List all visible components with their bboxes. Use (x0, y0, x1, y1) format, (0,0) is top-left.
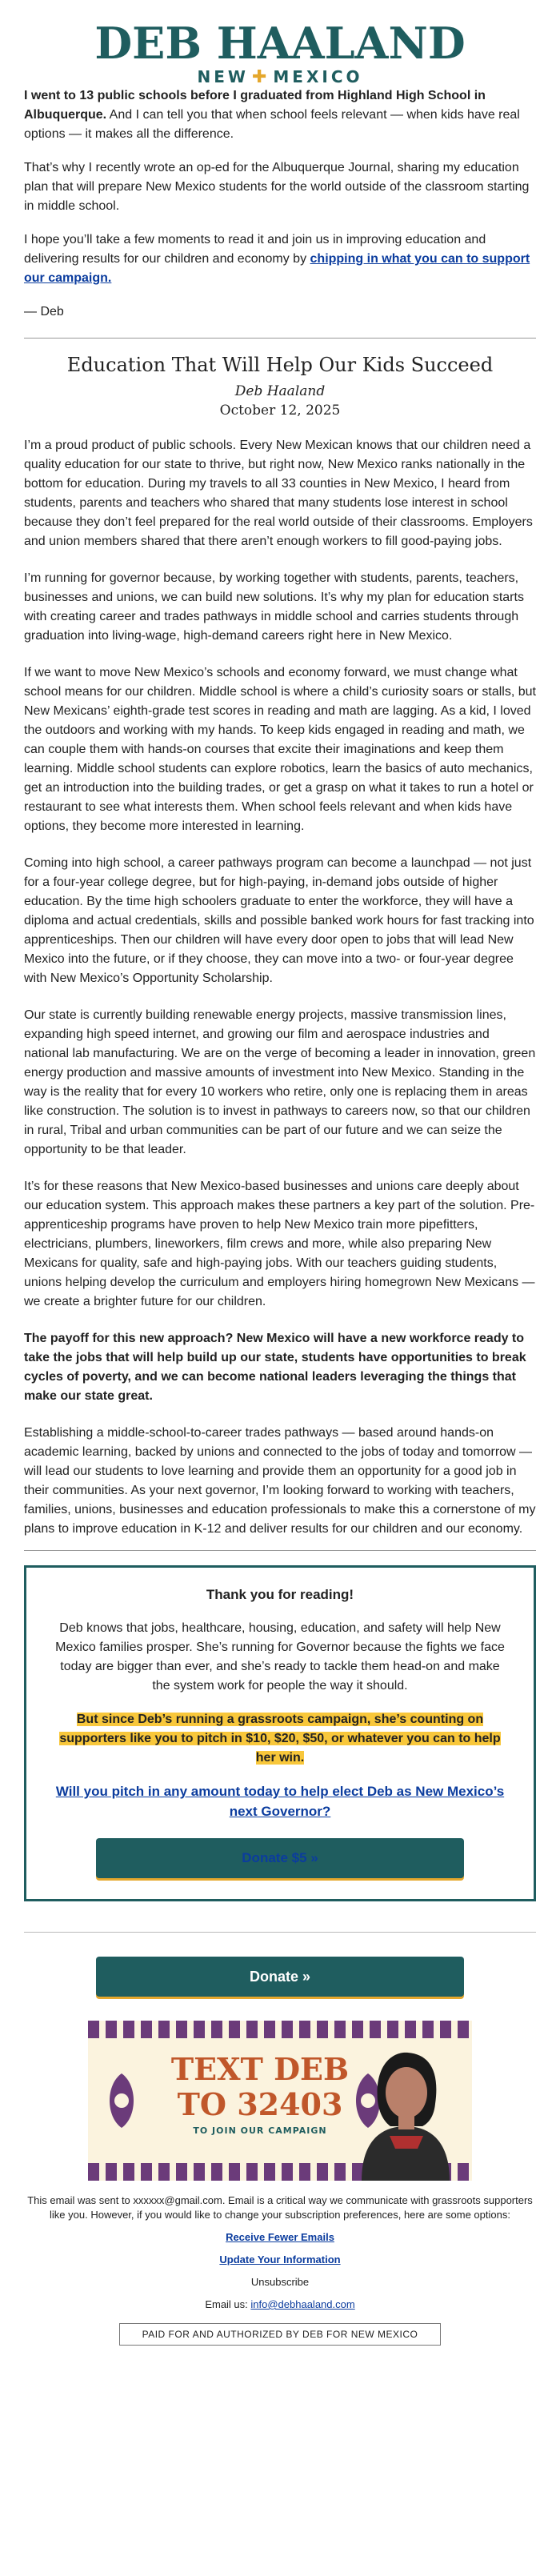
signoff: — Deb (24, 305, 64, 318)
article-paragraph: Our state is currently building renewable energy projects, massive transmission lines, expanding high speed internet, and growing our film and aerospace industries and national lab manufacturing. We are on the verge of becoming a leader in innovation, green energy production and massive amounts of investment into New Mexico. Standing in the way is the reality that for every 10 workers who retire, only one is replacing them in areas like construction. The solution is to invest in pathways to careers now, so that our children in rural, Tribal and urban communities can be part of our future and we can seize the opportunity to be that leader. (24, 1008, 536, 1156)
intro-paragraph-1 (24, 86, 536, 144)
logo-state (24, 67, 536, 87)
sms-line-1: TEXT DEB (170, 2051, 350, 2087)
chip-in-link[interactable]: chipping in what you can to support our campaign. (24, 252, 530, 285)
article-title: Education That Will Help Our Kids Succeed (66, 354, 494, 376)
sms-line-3: TO JOIN OUR CAMPAIGN (193, 2125, 327, 2136)
unsubscribe-link[interactable]: Unsubscribe (250, 2276, 310, 2288)
contact-email-row (24, 2298, 536, 2312)
donate-button[interactable]: Donate » (96, 1957, 464, 1997)
contact-email-link[interactable]: info@debhaaland.com (250, 2298, 355, 2310)
donation-callout-box (24, 1565, 536, 1901)
article-paragraph: Coming into high school, a career pathways program can become a launchpad — not just for a four-year college degree, but for high-paying, in-demand jobs outside of higher education. By the time high schoolers graduate to enter the workforce, they will have a diploma and actual credentials, skills and possible banked work hours for fast tracking into apprenticeships. Then our children will have every door open to jobs that will lead New Mexico into the future, or if they choose, they can move into a two- or four-year degree with New Mexico’s Opportunity Scholarship. (24, 856, 534, 985)
donate-5-button[interactable]: Donate $5 » (96, 1838, 464, 1878)
candidate-portrait (346, 2037, 466, 2181)
banner-border-top (88, 2021, 472, 2038)
divider (24, 1932, 536, 1933)
divider (24, 338, 536, 339)
intro-paragraph-2: That’s why I recently wrote an op-ed for the Albuquerque Journal, sharing my education plan that will prepare New Mexico students for the world outside of the classroom starting in middle school. (24, 161, 530, 213)
intro-p1-rest: And I can tell you that when school feels relevant — when kids have real options — it makes all the difference. (24, 108, 520, 141)
email-footer (24, 2193, 536, 2346)
intro-letter (24, 86, 536, 322)
update-info-link[interactable]: Update Your Information (219, 2253, 341, 2266)
article-paragraph: I’m a proud product of public schools. Every New Mexican knows that our children need a quality education for our state to thrive, but right now, New Mexico ranks nationally in the bottom for education. During my travels to all 33 counties in New Mexico, I heard from students, parents and teachers who shared that many students lose interest in school because they don’t feel prepared for the real world outside of their classrooms. Employers and union members shared that there aren’t enough workers to fill good-paying jobs. (24, 439, 533, 548)
op-ed-article (24, 353, 536, 1539)
ornament-icon (98, 2069, 146, 2133)
logo-state-right: MEXICO (273, 67, 363, 86)
sms-callout (168, 2051, 352, 2136)
article-paragraph: I’m running for governor because, by working together with students, parents, teachers, businesses and unions, we can build new solutions. It’s why my plan for education starts with creating career and trades pathways in middle school and carries students through graduation into living-wage, high-demand careers right here in New Mexico. (24, 571, 524, 643)
footer-link-row (24, 2275, 536, 2290)
callout-paragraph: Deb knows that jobs, healthcare, housing, education, and safety will help New Mexico families prosper. She’s running for Governor because the fights we face today are bigger than ever, and she’s ready to tackle them head-on and make the system work for people the way it should. (55, 1621, 505, 1693)
paid-for-disclaimer: PAID FOR AND AUTHORIZED BY DEB FOR NEW MEXICO (119, 2323, 441, 2346)
article-author: Deb Haaland (234, 383, 326, 399)
article-closing-paragraph: Establishing a middle-school-to-career trades pathways — based around hands-on academic learning, backed by unions and connected to the jobs of today and tomorrow — will lead our students to love learning and provide them an opportunity for a good job in their communities. As your next governor, I’m looking forward to working with teachers, families, unions, businesses and education professionals to make this a cornerstone of my plans to improve education in K-12 and deliver results for our children and our economy. (24, 1426, 536, 1536)
intro-bold-lead: I went to 13 public schools before I graduated from Highland High School in Albuquerque. (24, 89, 486, 122)
callout-heading: Thank you for reading! (206, 1587, 354, 1602)
callout-highlight-paragraph (54, 1710, 506, 1768)
article-bold-paragraph: The payoff for this new approach? New Mexico will have a new workforce ready to take the jobs that will help build up our state, students have opportunities to break cycles of poverty, and we can become national leaders leveraging the things that make our state great. (24, 1332, 526, 1403)
article-paragraph: If we want to move New Mexico’s schools and economy forward, we must change what school means for our children. Middle school is where a child’s curiosity soars or stalls, but New Mexicans’ eighth-grade test scores in reading and math are lagging. As a kid, I loved the outdoors and working with my hands. To keep kids engaged in reading and math, we can couple them with hands-on courses that excite their imaginations and keep them learning. Middle school students can explore robotics, learn the basics of auto mechanics, get an introduction into the building trades, or get a grasp on what it takes to run a hotel or restaurant to see what interests them. When school feels relevant and when kids have options, they become more interested in learning. (24, 666, 536, 833)
receive-fewer-emails-link[interactable]: Receive Fewer Emails (226, 2231, 334, 2243)
sms-line-2: TO 32403 (177, 2086, 343, 2122)
logo-name: DEB HAALAND (94, 18, 466, 69)
email-body (24, 0, 536, 2346)
subscription-notice: This email was sent to xxxxxx@gmail.com. Email is a critical way we communicate with grassroots supporters like you. However, if you would like to change your subscription preferences, here are some options: (27, 2194, 533, 2221)
email-label: Email us: (205, 2298, 251, 2310)
logo-state-left: NEW (197, 67, 249, 86)
zia-sun-icon: ✚ (251, 67, 270, 87)
intro-p3-text: I hope you’ll take a few moments to read it and join us in improving education and delivering results for our children and economy by (24, 233, 486, 266)
footer-link-row (24, 2230, 536, 2245)
footer-link-row (24, 2253, 536, 2267)
callout-highlight: But since Deb’s running a grassroots campaign, she’s counting on supporters like you to pitch in $10, $20, $50, or whatever you can to help her win. (59, 1713, 501, 1765)
divider (24, 1550, 536, 1551)
campaign-logo (24, 0, 536, 86)
pitch-in-link[interactable]: Will you pitch in any amount today to help elect Deb as New Mexico’s next Governor? (55, 1784, 505, 1819)
article-paragraph: It’s for these reasons that New Mexico-based businesses and unions care deeply about our education system. This approach makes these partners a key part of the solution. Pre-apprenticeship programs have proven to help New Mexico train more pipefitters, electricians, plumbers, lineworkers, film crews and more, while also preparing New Mexicans for quality, safe and high-paying jobs. With our teachers guiding students, unions helping develop the curriculum and employers hiring homegrown New Mexicans — we create a brighter future for our children. (24, 1180, 535, 1308)
article-date: October 12, 2025 (219, 403, 341, 419)
intro-paragraph-3 (24, 230, 536, 288)
text-to-join-banner[interactable] (88, 2021, 472, 2181)
